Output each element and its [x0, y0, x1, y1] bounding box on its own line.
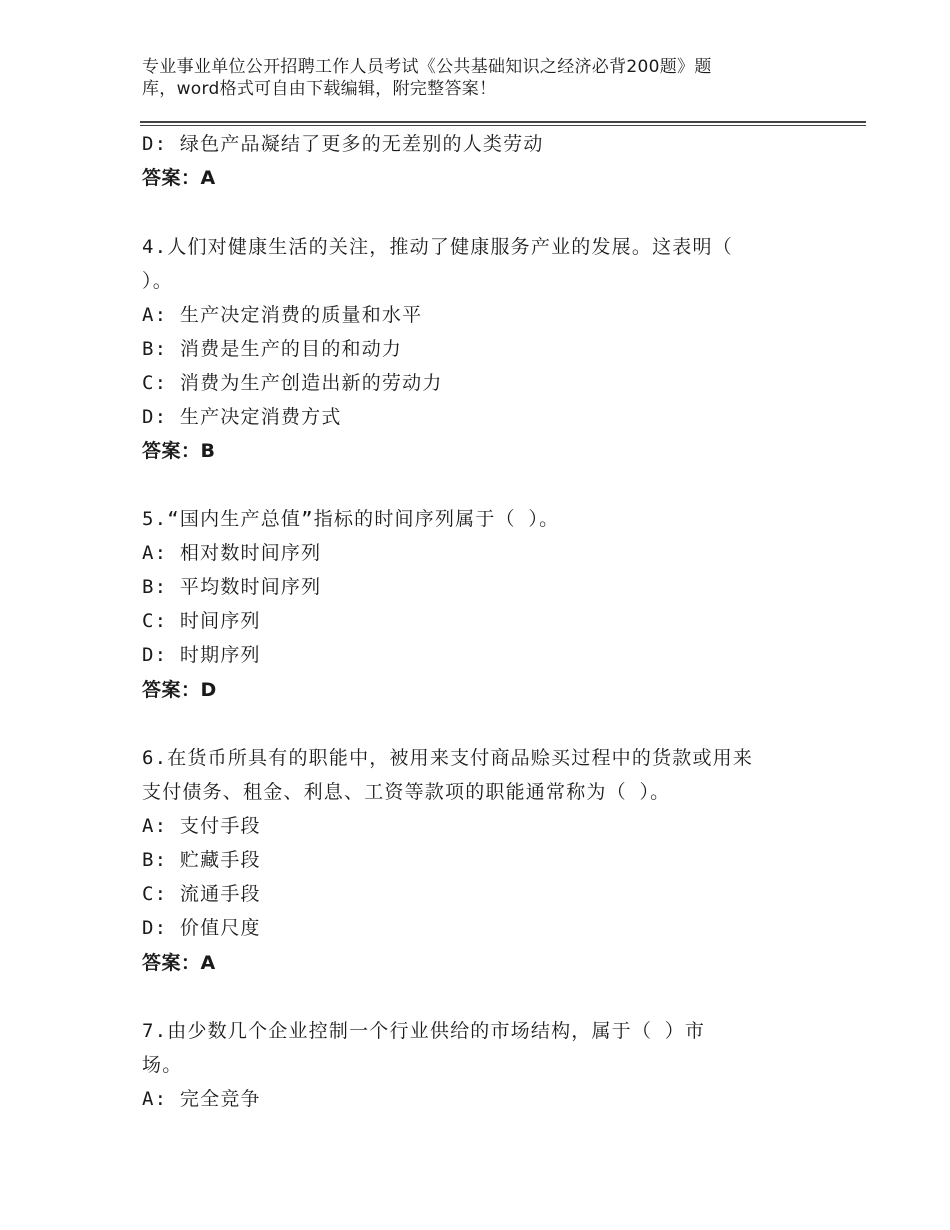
q6-option-d: D: 价值尺度 [142, 917, 261, 939]
q4-option-d: D: 生产决定消费方式 [142, 406, 342, 428]
q5-option-a: A: 相对数时间序列 [142, 542, 322, 564]
q5-option-d: D: 时期序列 [142, 644, 261, 666]
header-line-2: 库，word格式可自由下载编辑，附完整答案！ [142, 79, 497, 99]
q4-stem-line-2: ）。 [142, 270, 173, 292]
q5-stem: 5.“国内生产总值”指标的时间序列属于（ ）。 [142, 508, 560, 530]
q6-option-c: C: 流通手段 [142, 883, 261, 905]
q4-option-b: B: 消费是生产的目的和动力 [142, 338, 403, 360]
q4-option-c: C: 消费为生产创造出新的劳动力 [142, 372, 443, 394]
q7-option-a: A: 完全竞争 [142, 1088, 261, 1110]
q3-answer: 答案：A [142, 167, 216, 189]
q7-stem-line-1: 7.由少数几个企业控制一个行业供给的市场结构，属于（ ）市 [142, 1020, 706, 1042]
q5-option-b: B: 平均数时间序列 [142, 576, 322, 598]
q6-option-b: B: 贮藏手段 [142, 849, 261, 871]
q5-answer: 答案：D [142, 679, 217, 701]
q4-answer: 答案：B [142, 440, 216, 462]
q3-option-d: D: 绿色产品凝结了更多的无差别的人类劳动 [142, 133, 544, 155]
q4-stem-line-1: 4.人们对健康生活的关注，推动了健康服务产业的发展。这表明（ [142, 236, 733, 258]
header-line-1: 专业事业单位公开招聘工作人员考试《公共基础知识之经济必背200题》题 [142, 57, 712, 77]
q6-stem-line-1: 6.在货币所具有的职能中，被用来支付商品赊买过程中的货款或用来 [142, 747, 754, 769]
q6-option-a: A: 支付手段 [142, 815, 261, 837]
q6-stem-line-2: 支付债务、租金、利息、工资等款项的职能通常称为（ ）。 [142, 781, 671, 803]
header-rule-thin [140, 125, 866, 126]
q7-stem-line-2: 场。 [142, 1054, 183, 1076]
header-rule-thick [140, 121, 866, 123]
q4-option-a: A: 生产决定消费的质量和水平 [142, 304, 423, 326]
q6-answer: 答案：A [142, 952, 216, 974]
page-header [142, 56, 782, 100]
q5-option-c: C: 时间序列 [142, 610, 261, 632]
